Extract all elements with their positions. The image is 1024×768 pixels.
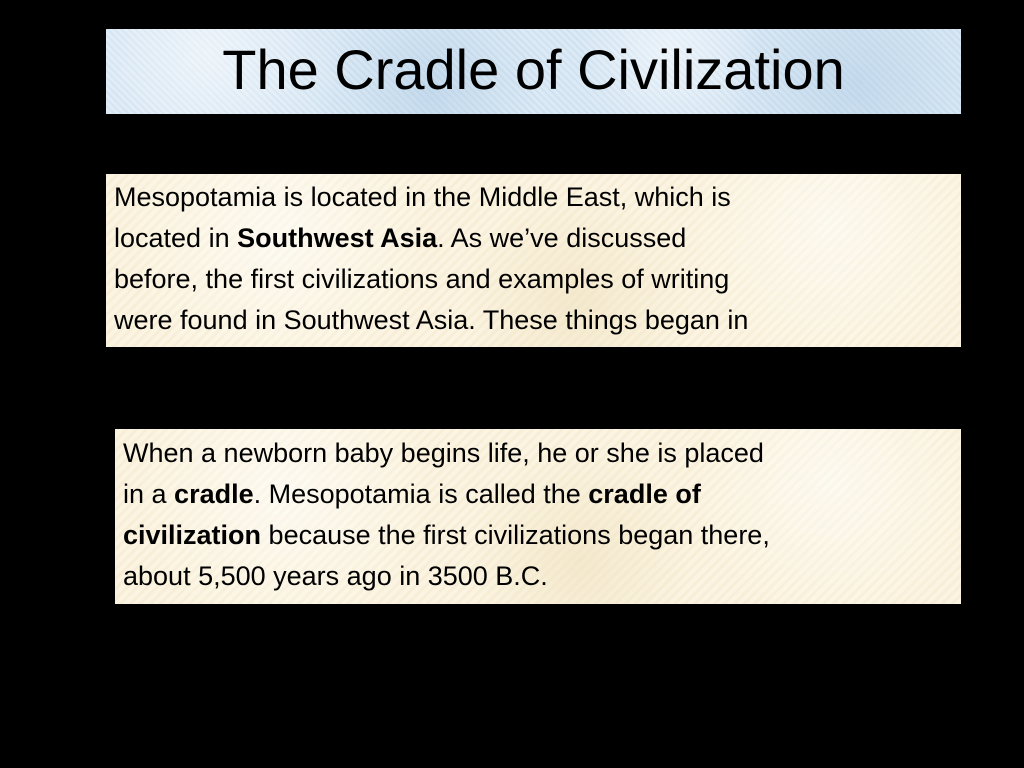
paragraph-line: before, the first civilizations and examples of writing — [114, 264, 730, 294]
paragraph-line — [123, 515, 953, 556]
bold-term-southwest-asia: Southwest Asia — [237, 223, 438, 253]
paragraph-line: about 5,500 years ago in 3500 B.C. — [123, 561, 548, 591]
bold-term-cradle-of: cradle of — [588, 479, 701, 509]
bold-term-civilization: civilization — [123, 520, 262, 550]
title-box — [106, 29, 961, 114]
paragraph-line: were found in Southwest Asia. These things began in — [114, 305, 749, 335]
text-run: because the first civilizations began there, — [261, 520, 770, 550]
text-run: . As we’ve discussed — [437, 223, 687, 253]
slide-title: The Cradle of Civilization — [222, 38, 845, 101]
paragraph-line: When a newborn baby begins life, he or she is placed — [123, 438, 764, 468]
text-run: located in — [114, 223, 238, 253]
paragraph-line: Mesopotamia is located in the Middle East, which is — [114, 182, 731, 212]
text-run: . Mesopotamia is called the — [253, 479, 589, 509]
text-box-cradle-explanation — [115, 429, 961, 604]
bold-term-cradle: cradle — [174, 479, 254, 509]
text-box-mesopotamia-location — [106, 174, 961, 347]
paragraph-line — [114, 218, 953, 259]
text-run: in a — [123, 479, 175, 509]
paragraph-line — [123, 474, 953, 515]
